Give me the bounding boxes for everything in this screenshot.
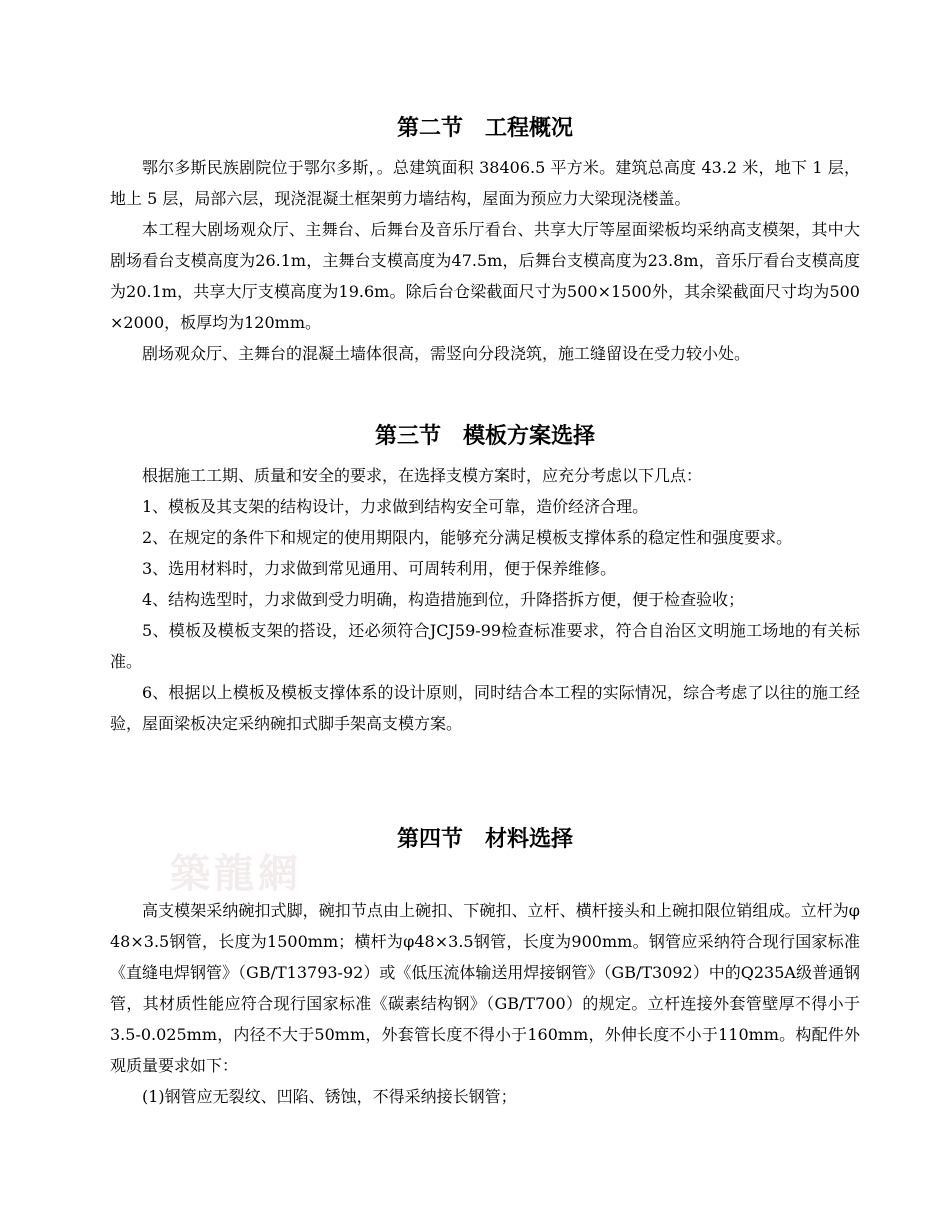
paragraph: 本工程大剧场观众厅、主舞台、后舞台及音乐厅看台、共享大厅等屋面梁板均采纳高支模架，其中大剧场看台支模高度为26.1m，主舞台支模高度为47.5m，后舞台支模高度为23.8m，音乐厅看台支模高度为20.1m，共享大厅支模高度为19.6m。除后台仓梁截面尺寸为500×1500外，其余梁截面尺寸均为500×2000，板厚均为120mm。 xyxy=(110,220,860,332)
paragraph: (1)钢管应无裂纹、凹陷、锈蚀，不得采纳接长钢管； xyxy=(142,1087,517,1106)
section-heading: 第四节 材料选择 xyxy=(396,827,573,852)
section-formwork-selection xyxy=(110,422,860,739)
section-heading: 第二节 工程概况 xyxy=(396,116,573,141)
paragraph: 2、在规定的条件下和规定的使用期限内，能够充分满足模板支撑体系的稳定性和强度要求。 xyxy=(142,528,793,547)
section-overview xyxy=(110,114,860,369)
paragraph: 高支模架采纳碗扣式脚，碗扣节点由上碗扣、下碗扣、立杆、横杆接头和上碗扣限位销组成。立杆为φ48×3.5钢管，长度为1500mm；横杆为φ48×3.5钢管，长度为900mm。钢管应采纳符合现行国家标准《直缝电焊钢管》（GB/T13793-92）或《低压流体输送用焊接钢管》（GB/T3092）中的Q235A级普通钢管，其材质性能应符合现行国家标准《碳素结构钢》（GB/T700）的规定。立杆连接外套管壁厚不得小于3.5-0.025mm，内径不大于50mm，外套管长度不得小于160mm，外伸长度不小于110mm。构配件外观质量要求如下： xyxy=(110,901,860,1075)
section-heading: 第三节 模板方案选择 xyxy=(374,424,595,449)
paragraph: 鄂尔多斯民族剧院位于鄂尔多斯，。总建筑面积 38406.5 平方米。建筑总高度 43.2 米，地下 1 层，地上 5 层，局部六层，现浇混凝土框架剪力墙结构，屋面为预应力大梁现浇楼盖。 xyxy=(110,158,860,208)
paragraph: 6、根据以上模板及模板支撑体系的设计原则，同时结合本工程的实际情况，综合考虑了以往的施工经验，屋面梁板决定采纳碗扣式脚手架高支模方案。 xyxy=(110,683,860,733)
paragraph: 根据施工工期、质量和安全的要求，在选择支模方案时，应充分考虑以下几点： xyxy=(142,466,703,485)
watermark-logo: 築龍網 xyxy=(170,850,302,897)
paragraph: 5、模板及模板支架的搭设，还必须符合JCJ59-99检查标准要求，符合自治区文明施工场地的有关标准。 xyxy=(110,621,860,671)
paragraph: 4、结构选型时，力求做到受力明确，构造措施到位，升降搭拆方便，便于检查验收； xyxy=(142,590,745,609)
paragraph: 剧场观众厅、主舞台的混凝土墙体很高，需竖向分段浇筑，施工缝留设在受力较小处。 xyxy=(142,344,751,363)
paragraph: 3、选用材料时，力求做到常见通用、可周转利用，便于保养维修。 xyxy=(142,559,617,578)
paragraph: 1、模板及其支架的结构设计，力求做到结构安全可靠，造价经济合理。 xyxy=(142,497,649,516)
